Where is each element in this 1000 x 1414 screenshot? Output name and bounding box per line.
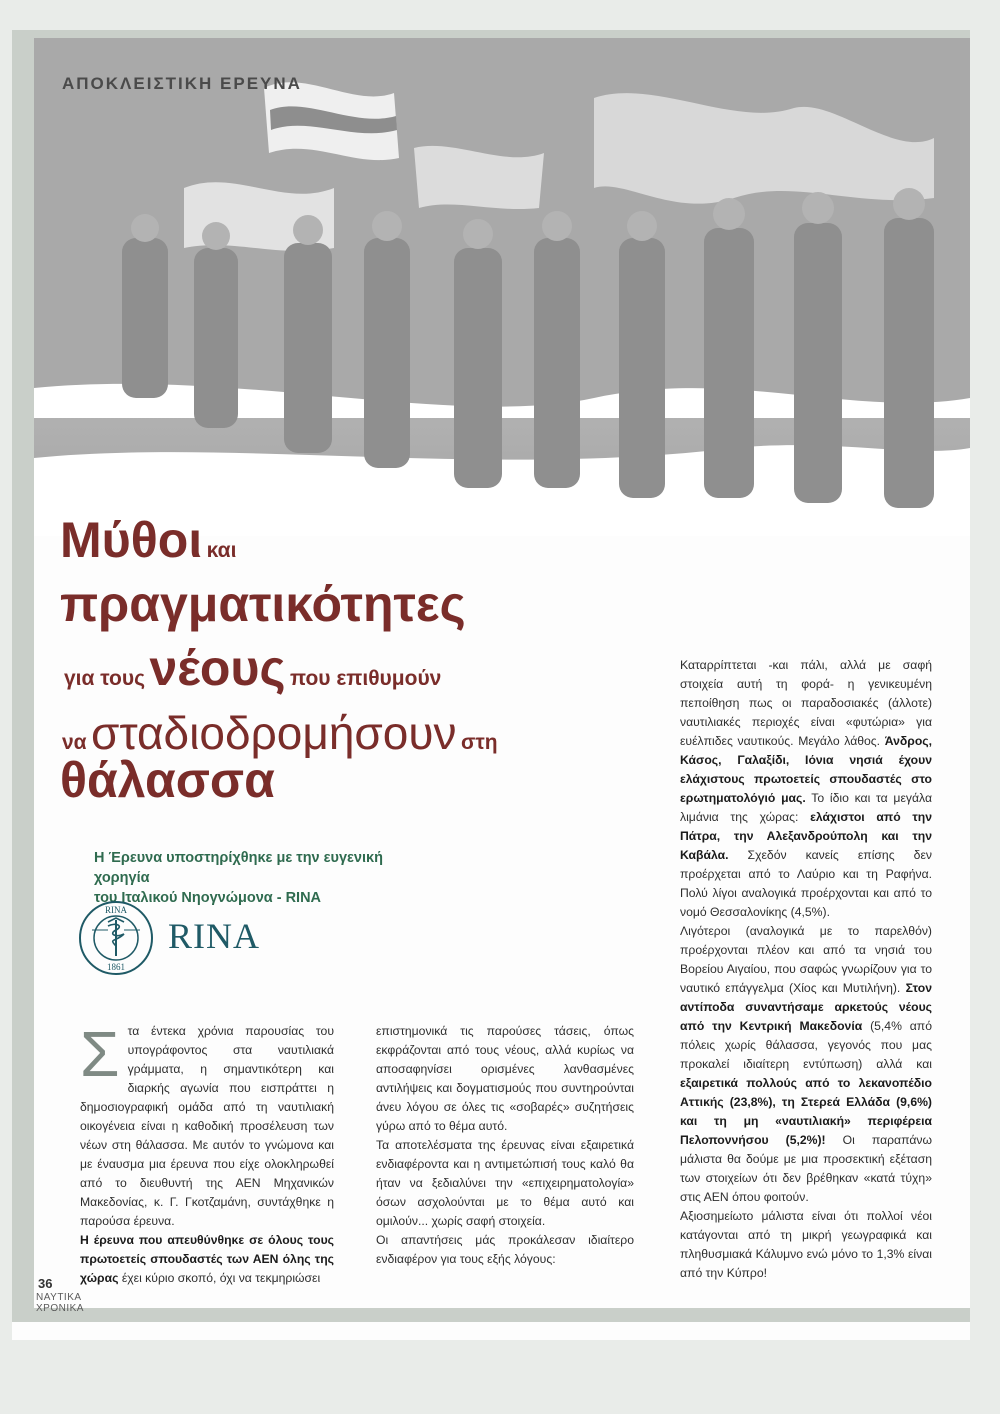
seal-bottom-text: 1861 [107,962,125,972]
body-text: Το ίδιο και τα μεγάλα λιμάνια της χώρας: [680,791,932,824]
body-text: Λιγότεροι (αναλογικά με το παρελθόν) προέρχονται πλέον και από τα νησιά του Βορείου Αιγαίου, που σαφώς γνωρίζουν για το ναυτικό επάγγελμα (Χίος και Μυτιλήνη). [680,924,932,995]
rina-seal-icon [78,900,154,976]
drop-cap: Σ [80,1018,120,1090]
magazine-name-line: ΧΡΟΝΙΚΑ [36,1303,84,1314]
body-paragraph [680,656,932,922]
body-paragraph [680,922,932,1207]
body-text-bold: Η έρευνα που απευθύνθηκε σε όλους τους πρωτοετείς σπουδαστές των ΑΕΝ όλης της χώρας [80,1233,334,1285]
headline-word: να [62,731,87,754]
seal-top-text: RINA [105,905,127,915]
bottom-rail [12,1308,970,1322]
rina-emblem [78,900,154,976]
body-text-bold: Άνδρος, Κάσος, Γαλαξίδι, Ιόνια νησιά έχουν ελάχιστους πρωτοετείς σπουδαστές στο ερωτηματολόγιό μας. [680,734,932,805]
body-text: τα έντεκα χρόνια παρουσίας του υπογράφοντος στα ναυτιλιακά γράμματα, η σημαντικότερη και διαρκής αγωνία που εισπράττει η δημοσιογραφική ομάδα από τη ναυτιλιακή οικογένεια είναι η καθοδική προσέλευση των νέων στη θάλασσα. Με αυτόν το γνώμονα και με έναυσμα μια έρευνα που είχε ολοκληρωθεί από το διευθυντή της ΑΕΝ Μηχανικών Μακεδονίας, κ. Γ. Γκοτζαμάνη, συντάχθηκε η παρούσα έρευνα. [80,1024,334,1228]
body-text-bold: ελάχιστοι από την Πάτρα, την Αλεξανδρούπολη και την Καβάλα. [680,810,932,862]
left-rail [12,30,34,1320]
body-text: Σχεδόν κανείς επίσης δεν προέρχεται από το Λαύριο και τη Ραφήνα. Πολύ λίγοι αναλογικά προέρχονται και από το νομό Θεσσαλονίκης (4,5%). [680,848,932,919]
body-text-bold: Στον αντίποδα συναντήσαμε αρκετούς νέους από την Κεντρική Μακεδονία [680,981,932,1033]
body-paragraph [80,1231,334,1288]
body-paragraph: Τα αποτελέσματα της έρευνας είναι εξαιρετικά ενδιαφέροντα και η αντιμετώπισή τους καλό θα ήταν να ξεδιαλύνει την «επιχειρηματολογία» όσων ασχολούνται με το θέμα αυτό και ομιλούν... χωρίς σαφή στοιχεία. [376,1138,634,1228]
magazine-name [36,1292,84,1314]
sponsor-line: του Ιταλικού Νηογνώμονα - RINA [94,890,322,906]
body-text: έχει κύριο σκοπό, όχι να τεκμηριώσει [118,1271,321,1285]
body-paragraph: Οι απαντήσεις μάς προκάλεσαν ιδιαίτερο ενδιαφέρον για τους εξής λόγους: [376,1233,634,1266]
headline-word: και [206,539,237,562]
body-column-1 [80,1018,334,1288]
sponsor-line: Η Έρευνα υποστηρίχθηκε με την ευγενική χορηγία [94,850,383,886]
cadets-photo [34,38,970,536]
headline-word: στη [460,731,498,754]
rina-wordmark: RINA [168,916,260,956]
headline-word: θάλασσα [60,752,275,808]
body-text: (5,4% από πόλεις χωρίς θάλασσα, γεγονός που μας προκαλεί ιδιαίτερη εντύπωση) αλλά και [680,1019,932,1071]
body-text: Καταρρίπτεται -και πάλι, αλλά με σαφή στοιχεία αυτή τη φορά- η γενικευμένη πεποίθηση πως οι παραδοσιακές (άλλοτε) ναυτιλιακές περιοχές είναι «φυτώρια» για ευέλπιδες ναυτικούς. Μεγάλο λάθος. [680,658,932,748]
body-text: Οι παραπάνω μάλιστα θα δούμε με μια προσεκτική εξέταση των στοιχείων ότι δεν βρέθηκαν «κατά τύχη» στις ΑΕΝ όπου φοιτούν. [680,1133,932,1204]
sponsor-note [94,848,424,908]
headline-word: νέους [149,640,286,696]
body-column-3 [680,656,932,1283]
cadets-photo-illustration [34,38,970,536]
body-column-2 [376,1022,634,1269]
headline-word: για τους [64,667,146,690]
section-label: ΑΠΟΚΛΕΙΣΤΙΚΗ ΕΡΕΥΝΑ [62,74,302,93]
page-number: 36 [38,1276,53,1291]
top-rail [12,30,970,38]
body-paragraph [80,1018,334,1231]
headline-word: σταδιοδρομήσουν [91,707,457,759]
headline-word: που επιθυμούν [289,667,442,690]
headline-word: πραγματικότητες [60,576,466,632]
body-text-bold: εξαιρετικά πολλούς από το λεκανοπέδιο Αττικής (23,8%), τη Στερεά Ελλάδα (9,6%) και τη μη «ναυτιλιακή» περιφέρεια Πελοποννήσου (5,2%)! [680,1076,932,1147]
headline-word: Μύθοι [60,512,203,568]
magazine-name-line: ΝΑΥΤΙΚΑ [36,1292,82,1303]
body-paragraph: επιστημονικά τις παρούσες τάσεις, όπως εκφράζονται από τους νέους, αλλά κυρίως να αποσαφηνίσει ορισμένες λανθασμένες αντιλήψεις και δογματισμούς που συντηρούνται άνευ λόγου σε όλες τις «σοβαρές» συζητήσεις γύρω από το θέμα αυτό. [376,1024,634,1133]
body-paragraph: Αξιοσημείωτο μάλιστα είναι ότι πολλοί νέοι κατάγονται από τη μικρή γεωγραφικά και πληθυσμιακά Κάλυμνο ενώ μόνο το 1,3% είναι από την Κύπρο! [680,1209,932,1280]
